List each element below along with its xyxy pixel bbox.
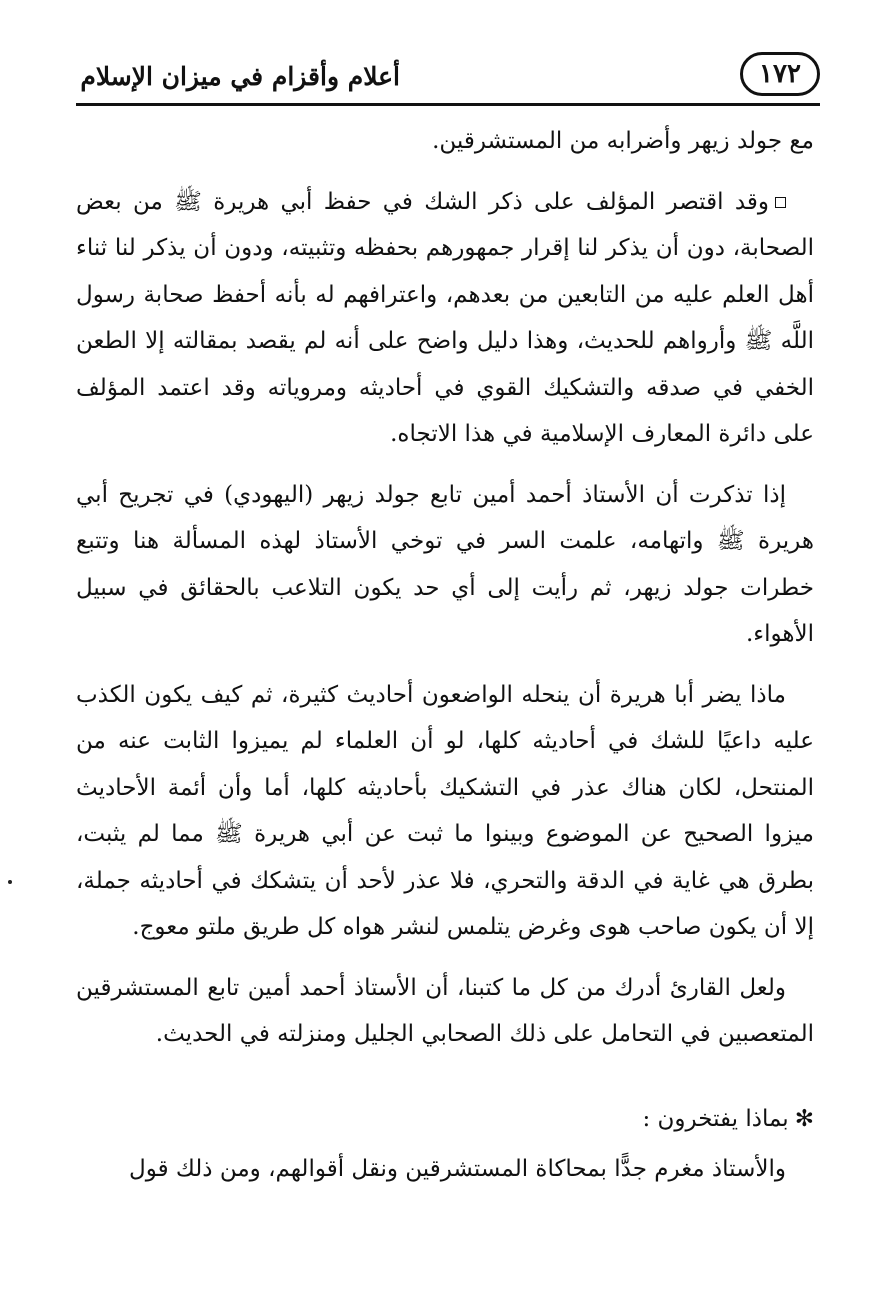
body-text <box>76 118 814 1206</box>
paragraph <box>76 179 814 458</box>
paragraph-text: وقد اقتصر المؤلف على ذكر الشك في حفظ أبي هريرة ﷺ من بعض الصحابة، دون أن يذكر لنا إقرار جمهورهم بحفظه وتثبيته، ودون أن يذكر لنا ثناء أهل العلم عليه من التابعين من بعدهم، واعترافهم له بأنه أحفظ صحابة رسول اللَّه ﷺ وأرواهم للحديث، وهذا دليل واضح على أنه لم يقصد بمقالته إلا الطعن الخفي في صدقه والتشكيك القوي في أحاديثه ومروياته وقد اعتمد المؤلف على دائرة المعارف الإسلامية في هذا الاتجاه. <box>76 188 814 447</box>
paragraph: والأستاذ مغرم جدًّا بمحاكاة المستشرقين ونقل أقوالهم، ومن ذلك قول <box>129 1155 786 1182</box>
page-number: ١٧٢ <box>740 52 820 96</box>
page-header <box>76 50 820 102</box>
running-title: أعلام وأقزام في ميزان الإسلام <box>80 62 400 91</box>
paragraph: إذا تذكرت أن الأستاذ أحمد أمين تابع جولد زيهر (اليهودي) في تجريح أبي هريرة ﷺ واتهامه، علمت السر في توخي الأستاذ لهذه المسألة هنا وتتبع خطرات جولد زيهر، ثم رأيت إلى أي حد يكون التلاعب بالحقائق في سبيل الأهواء. <box>76 481 814 647</box>
section-heading <box>76 1096 814 1142</box>
paragraph: مع جولد زيهر وأضرابه من المستشرقين. <box>432 128 814 154</box>
header-rule <box>76 103 820 106</box>
scan-speck <box>8 880 12 884</box>
square-bullet-icon <box>775 197 786 208</box>
paragraph: ماذا يضر أبا هريرة أن ينحله الواضعون أحاديث كثيرة، ثم كيف يكون الكذب عليه داعيًا للشك في أحاديثه كلها، لو أن العلماء لم يميزوا الثابت عنه من المنتحل، لكان هناك عذر في التشكيك بأحاديثه كلها، أما وأن أئمة الأحاديث ميزوا الصحيح عن الموضوع وبينوا ما ثبت عن أبي هريرة ﷺ مما لم يثبت، بطرق هي غاية في الدقة والتحري، فلا عذر لأحد أن يتشكك في أحاديثه جملة، إلا أن يكون صاحب هوى وغرض يتلمس لنشر هواه كل طريق ملتو معوج. <box>76 681 814 940</box>
asterisk-icon: ✻ <box>794 1105 814 1132</box>
paragraph: ولعل القارئ أدرك من كل ما كتبنا، أن الأستاذ أحمد أمين تابع المستشرقين المتعصبين في التحامل على ذلك الصحابي الجليل ومنزلته في الحديث. <box>76 974 814 1047</box>
section-heading-text: بماذا يفتخرون : <box>642 1105 789 1132</box>
